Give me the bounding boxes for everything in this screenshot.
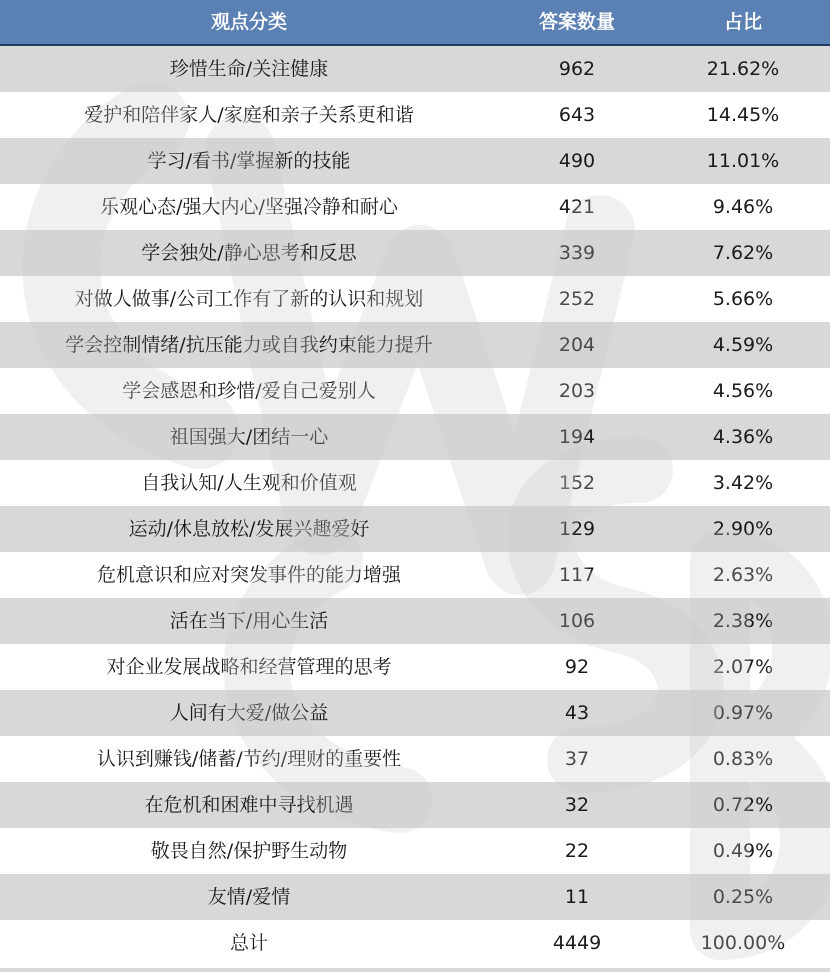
row-percent: 0.83% xyxy=(712,748,774,770)
row-count: 643 xyxy=(558,104,596,126)
row-category: 学会感恩和珍惜/爱自己爱别人 xyxy=(122,380,376,402)
row-percent: 4.59% xyxy=(712,334,774,356)
row-category: 学会独处/静心思考和反思 xyxy=(141,242,357,264)
row-percent: 2.63% xyxy=(712,564,774,586)
row-count: 421 xyxy=(558,196,596,218)
row-category: 对做人做事/公司工作有了新的认识和规划 xyxy=(74,288,424,310)
table-bottom-border xyxy=(0,968,830,972)
row-count: 32 xyxy=(564,794,590,816)
row-count: 129 xyxy=(558,518,596,540)
row-count: 22 xyxy=(564,840,590,862)
table-row xyxy=(0,506,830,552)
table-row xyxy=(0,322,830,368)
row-count: 204 xyxy=(558,334,596,356)
total-percent: 100.00% xyxy=(700,932,786,954)
row-category: 乐观心态/强大内心/坚强冷静和耐心 xyxy=(100,196,398,218)
table-row xyxy=(0,828,830,874)
row-percent: 7.62% xyxy=(712,242,774,264)
header-category: 观点分类 xyxy=(210,11,287,33)
table-row xyxy=(0,138,830,184)
row-category: 活在当下/用心生活 xyxy=(169,610,329,632)
row-count: 11 xyxy=(564,886,590,908)
table-row xyxy=(0,184,830,230)
row-count: 152 xyxy=(558,472,596,494)
row-percent: 0.49% xyxy=(712,840,774,862)
row-percent: 0.97% xyxy=(712,702,774,724)
table-row xyxy=(0,644,830,690)
table-header xyxy=(0,0,830,46)
table-row xyxy=(0,460,830,506)
header-count: 答案数量 xyxy=(538,11,615,33)
row-category: 认识到赚钱/储蓄/节约/理财的重要性 xyxy=(96,748,402,770)
row-category: 运动/休息放松/发展兴趣爱好 xyxy=(128,518,370,540)
total-label: 总计 xyxy=(229,932,268,954)
row-category: 敬畏自然/保护野生动物 xyxy=(150,840,348,862)
row-category: 自我认知/人生观和价值观 xyxy=(141,472,357,494)
row-category: 危机意识和应对突发事件的能力增强 xyxy=(96,564,401,586)
row-percent: 2.90% xyxy=(712,518,774,540)
table-row xyxy=(0,92,830,138)
total-count: 4449 xyxy=(552,932,602,954)
row-percent: 21.62% xyxy=(706,58,780,80)
table-row xyxy=(0,736,830,782)
row-percent: 3.42% xyxy=(712,472,774,494)
row-count: 37 xyxy=(564,748,590,770)
row-percent: 9.46% xyxy=(712,196,774,218)
table-row xyxy=(0,874,830,920)
row-percent: 4.36% xyxy=(712,426,774,448)
table-row xyxy=(0,368,830,414)
row-count: 252 xyxy=(558,288,596,310)
row-count: 962 xyxy=(558,58,596,80)
table-row xyxy=(0,782,830,828)
row-percent: 0.72% xyxy=(712,794,774,816)
row-percent: 0.25% xyxy=(712,886,774,908)
row-count: 92 xyxy=(564,656,590,678)
total-row xyxy=(0,920,830,966)
row-category: 珍惜生命/关注健康 xyxy=(169,58,329,80)
table-row xyxy=(0,230,830,276)
row-category: 祖国强大/团结一心 xyxy=(169,426,329,448)
table-body xyxy=(0,46,830,966)
row-percent: 14.45% xyxy=(706,104,780,126)
row-category: 人间有大爱/做公益 xyxy=(169,702,329,724)
table-row xyxy=(0,414,830,460)
row-percent: 5.66% xyxy=(712,288,774,310)
row-percent: 11.01% xyxy=(706,150,780,172)
row-category: 学会控制情绪/抗压能力或自我约束能力提升 xyxy=(65,334,433,356)
row-count: 194 xyxy=(558,426,596,448)
table-row xyxy=(0,690,830,736)
table-row xyxy=(0,276,830,322)
row-count: 490 xyxy=(558,150,596,172)
row-category: 在危机和困难中寻找机遇 xyxy=(144,794,354,816)
row-percent: 2.38% xyxy=(712,610,774,632)
table-row xyxy=(0,598,830,644)
row-category: 对企业发展战略和经营管理的思考 xyxy=(106,656,392,678)
row-count: 43 xyxy=(564,702,590,724)
row-category: 学习/看书/掌握新的技能 xyxy=(147,150,351,172)
table-row xyxy=(0,552,830,598)
row-count: 106 xyxy=(558,610,596,632)
row-category: 友情/爱情 xyxy=(207,886,291,908)
header-percent: 占比 xyxy=(723,11,762,33)
row-percent: 4.56% xyxy=(712,380,774,402)
table-row xyxy=(0,46,830,92)
row-percent: 2.07% xyxy=(712,656,774,678)
row-count: 117 xyxy=(558,564,596,586)
row-count: 339 xyxy=(558,242,596,264)
row-count: 203 xyxy=(558,380,596,402)
row-category: 爱护和陪伴家人/家庭和亲子关系更和谐 xyxy=(84,104,414,126)
